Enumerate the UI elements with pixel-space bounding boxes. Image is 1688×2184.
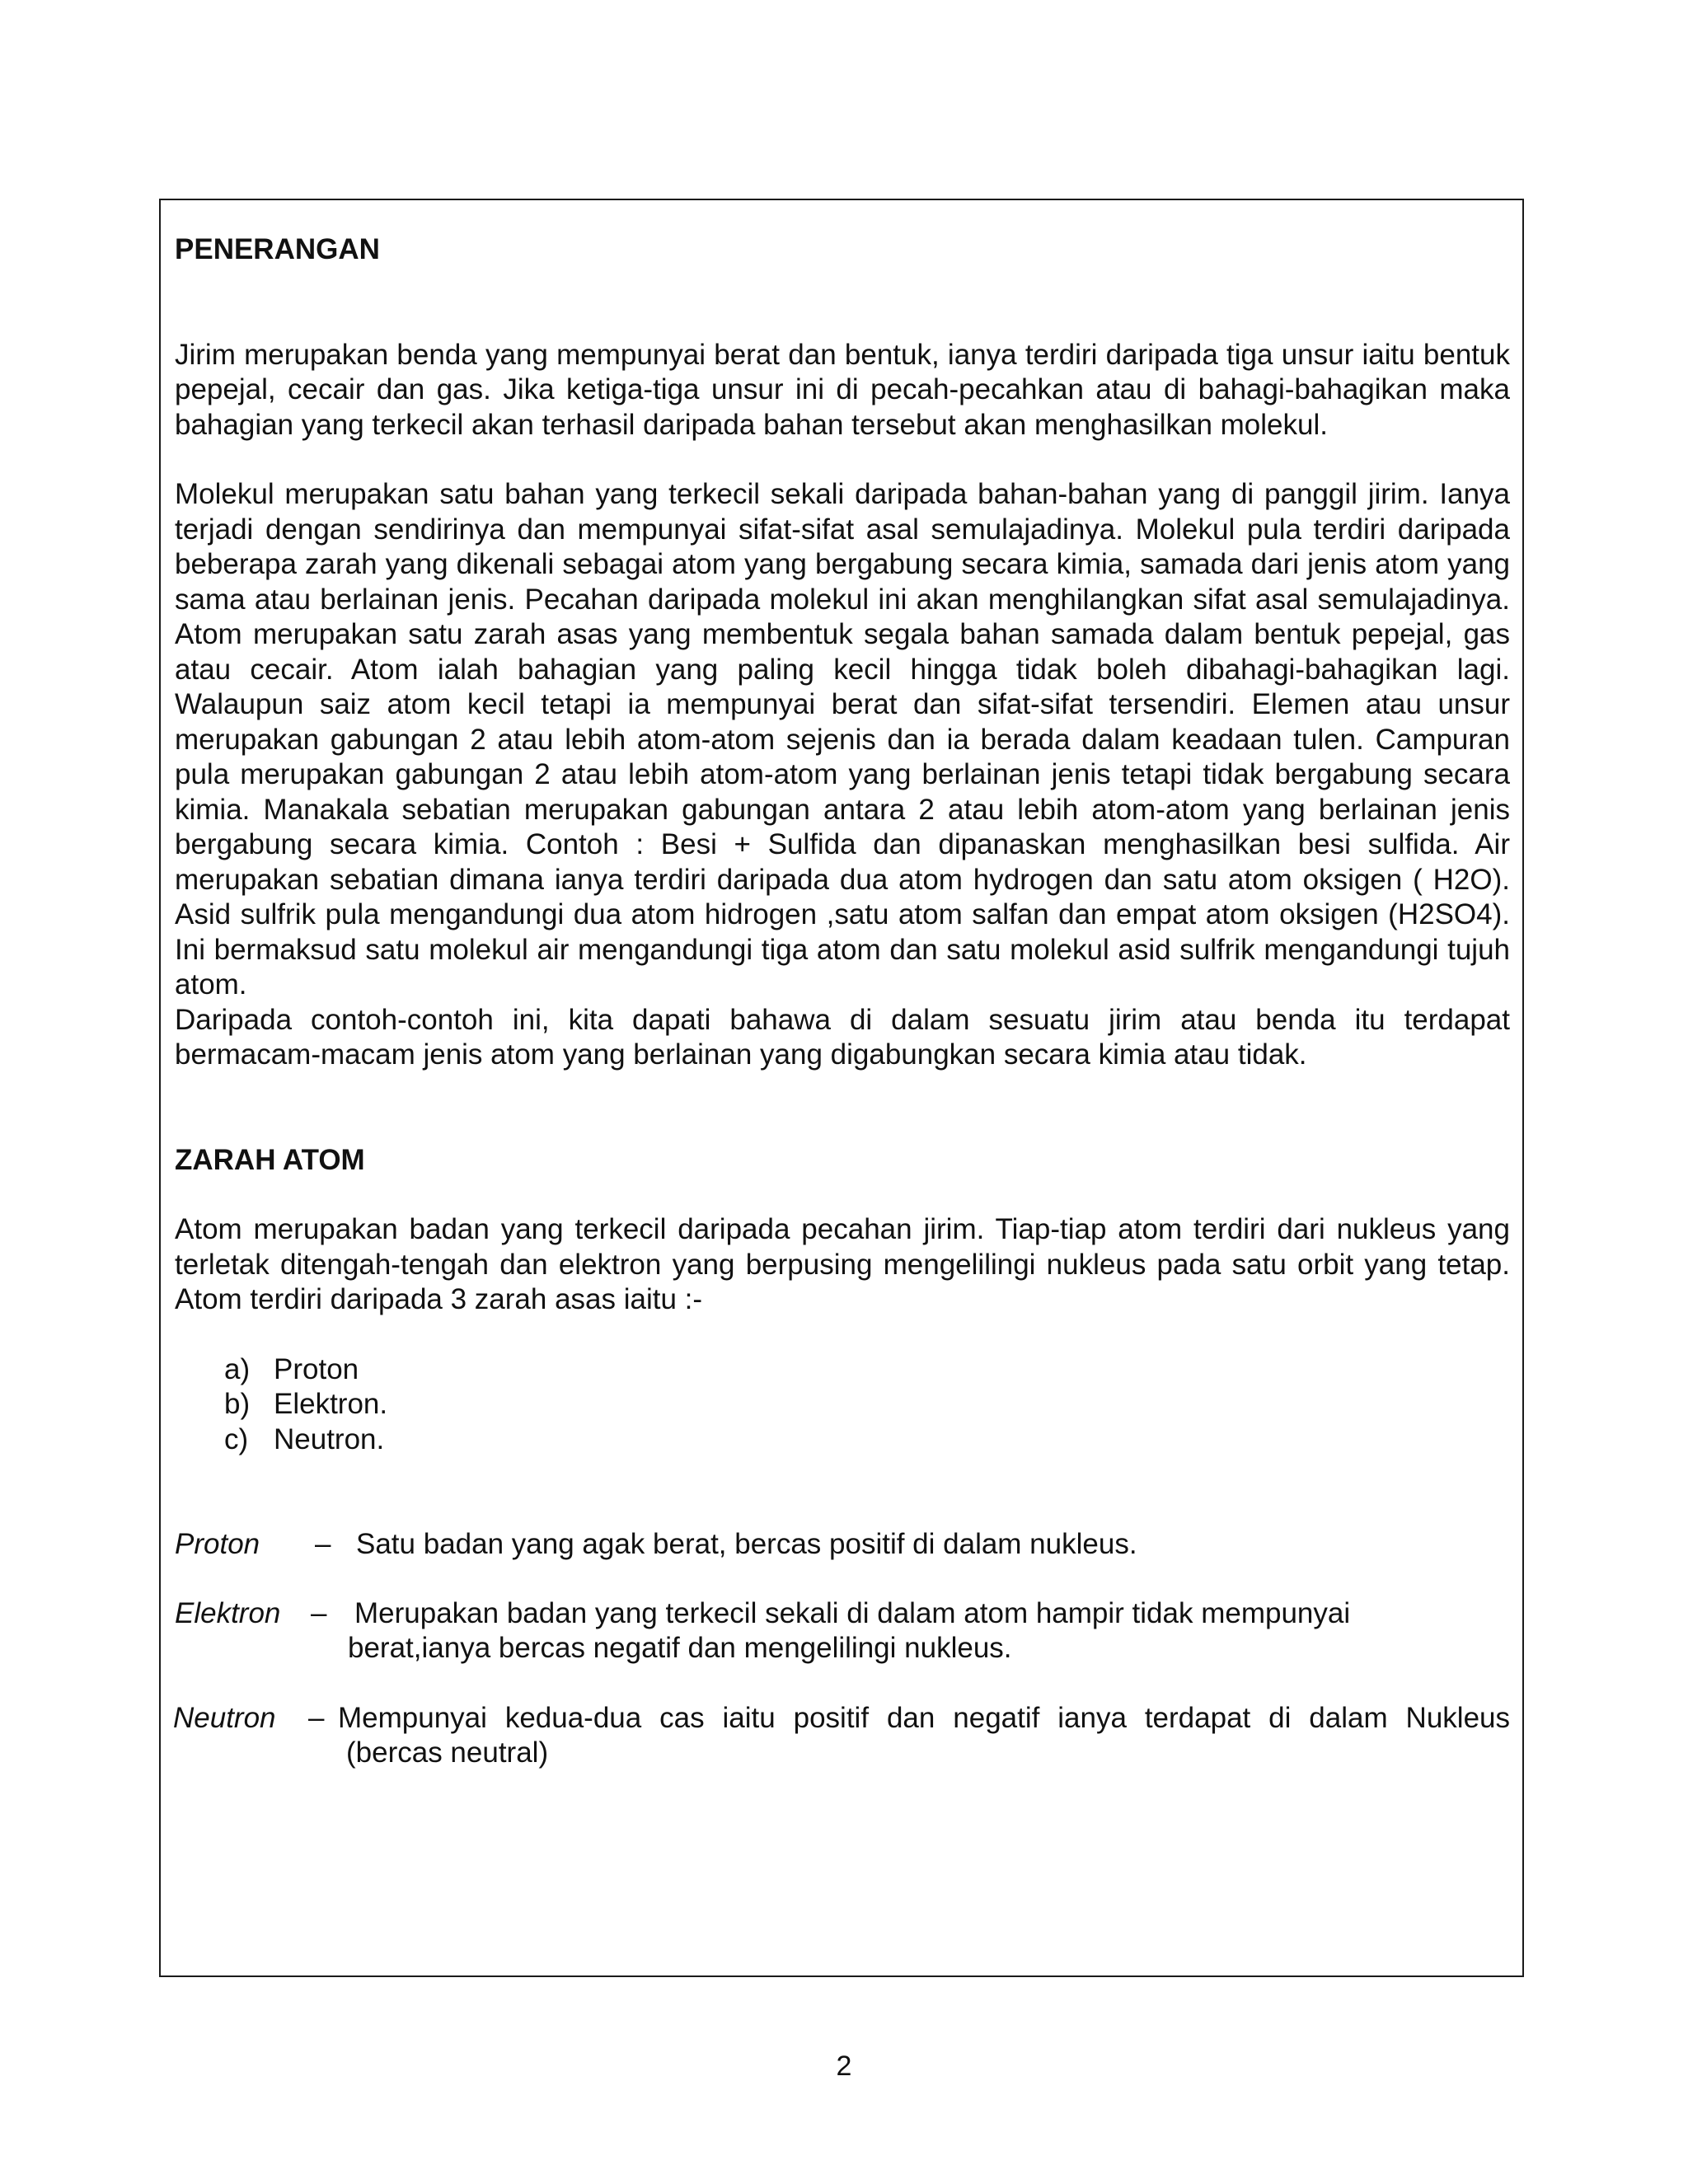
definition-dash: – (315, 1528, 331, 1560)
particle-list (175, 1352, 1510, 1458)
definition-text-continued: (bercas neutral) (346, 1736, 549, 1769)
definition-text: Merupakan badan yang terkecil sekali di dalam atom hampir tidak mempunyai (354, 1597, 1351, 1629)
definition-neutron (175, 1701, 1510, 1771)
paragraph-atom: Atom merupakan badan yang terkecil daripada pecahan jirim. Tiap-tiap atom terdiri dari nukleus yang terletak ditengah-tengah dan elektron yang berpusing mengelilingi nukleus pada satu orbit yang tetap. Atom terdiri daripada 3 zarah asas iaitu :- (175, 1213, 1510, 1315)
definition-text-continued: berat,ianya bercas negatif dan mengelilingi nukleus. (348, 1632, 1012, 1664)
definition-dash: – (311, 1597, 327, 1629)
section-heading-penerangan: PENERANGAN (175, 233, 380, 265)
list-item (175, 1352, 1510, 1388)
definition-term: Neutron (173, 1702, 276, 1734)
list-item-text: Proton (274, 1352, 359, 1385)
definition-term: Elektron (175, 1597, 281, 1629)
definition-text: Satu badan yang agak berat, bercas positif di dalam nukleus. (356, 1528, 1137, 1560)
paragraph-contoh: Daripada contoh-contoh ini, kita dapati bahawa di dalam sesuatu jirim atau benda itu terdapat bermacam-macam jenis atom yang berlainan yang digabungkan secara kimia atau tidak. (175, 1003, 1510, 1071)
document-body (175, 232, 1510, 1771)
paragraph-jirim: Jirim merupakan benda yang mempunyai berat dan bentuk, ianya terdiri daripada tiga unsur iaitu bentuk pepejal, cecair dan gas. Jika ketiga-tiga unsur ini di pecah-pecahkan atau di bahagi-bahagikan maka bahagian yang terkecil akan terhasil daripada bahan tersebut akan menghasilkan molekul. (175, 338, 1510, 441)
page-number: 2 (836, 2050, 852, 2082)
definition-elektron (175, 1596, 1510, 1666)
list-item (175, 1387, 1510, 1422)
section-heading-zarah-atom: ZARAH ATOM (175, 1143, 365, 1176)
paragraph-molekul: Molekul merupakan satu bahan yang terkecil sekali daripada bahan-bahan yang di panggil jirim. Ianya terjadi dengan sendirinya dan mempunyai sifat-sifat asal semulajadinya. Molekul pula terdiri daripada beberapa zarah yang dikenali sebagai atom yang bergabung secara kimia, samada dari jenis atom yang sama atau berlainan jenis. Pecahan daripada molekul ini akan menghilangkan sifat asal semulajadinya. Atom merupakan satu zarah asas yang membentuk segala bahan samada dalam bentuk pepejal, gas atau cecair. Atom ialah bahagian yang paling kecil hingga tidak boleh dibahagi-bahagikan lagi. Walaupun saiz atom kecil tetapi ia mempunyai berat dan sifat-sifat tersendiri. Elemen atau unsur merupakan gabungan 2 atau lebih atom-atom sejenis dan ia berada dalam keadaan tulen. Campuran pula merupakan gabungan 2 atau lebih atom-atom yang berlainan jenis tetapi tidak bergabung secara kimia. Manakala sebatian merupakan gabungan antara 2 atau lebih atom-atom yang berlainan jenis bergabung secara kimia. Contoh : Besi + Sulfida dan dipanaskan menghasilkan besi sulfida. Air merupakan sebatian dimana ianya terdiri daripada dua atom hydrogen dan satu atom oksigen ( H2O). Asid sulfrik pula mengandungi dua atom hidrogen ,satu atom salfan dan empat atom oksigen (H2SO4). Ini bermaksud satu molekul air mengandungi tiga atom dan satu molekul asid sulfrik mengandungi tujuh atom. (175, 478, 1510, 1001)
list-marker: b) (224, 1388, 251, 1420)
list-marker: c) (224, 1422, 249, 1455)
definition-proton (175, 1527, 1510, 1562)
list-item-text: Elektron. (274, 1388, 388, 1420)
list-marker: a) (224, 1352, 251, 1385)
definition-text: Mempunyai kedua-dua cas iaitu positif dan negatif ianya terdapat di dalam Nukleus (338, 1702, 1510, 1734)
definition-term: Proton (175, 1528, 260, 1560)
list-item (175, 1422, 1510, 1458)
list-item-text: Neutron. (274, 1422, 385, 1455)
definition-dash: – (308, 1702, 325, 1734)
